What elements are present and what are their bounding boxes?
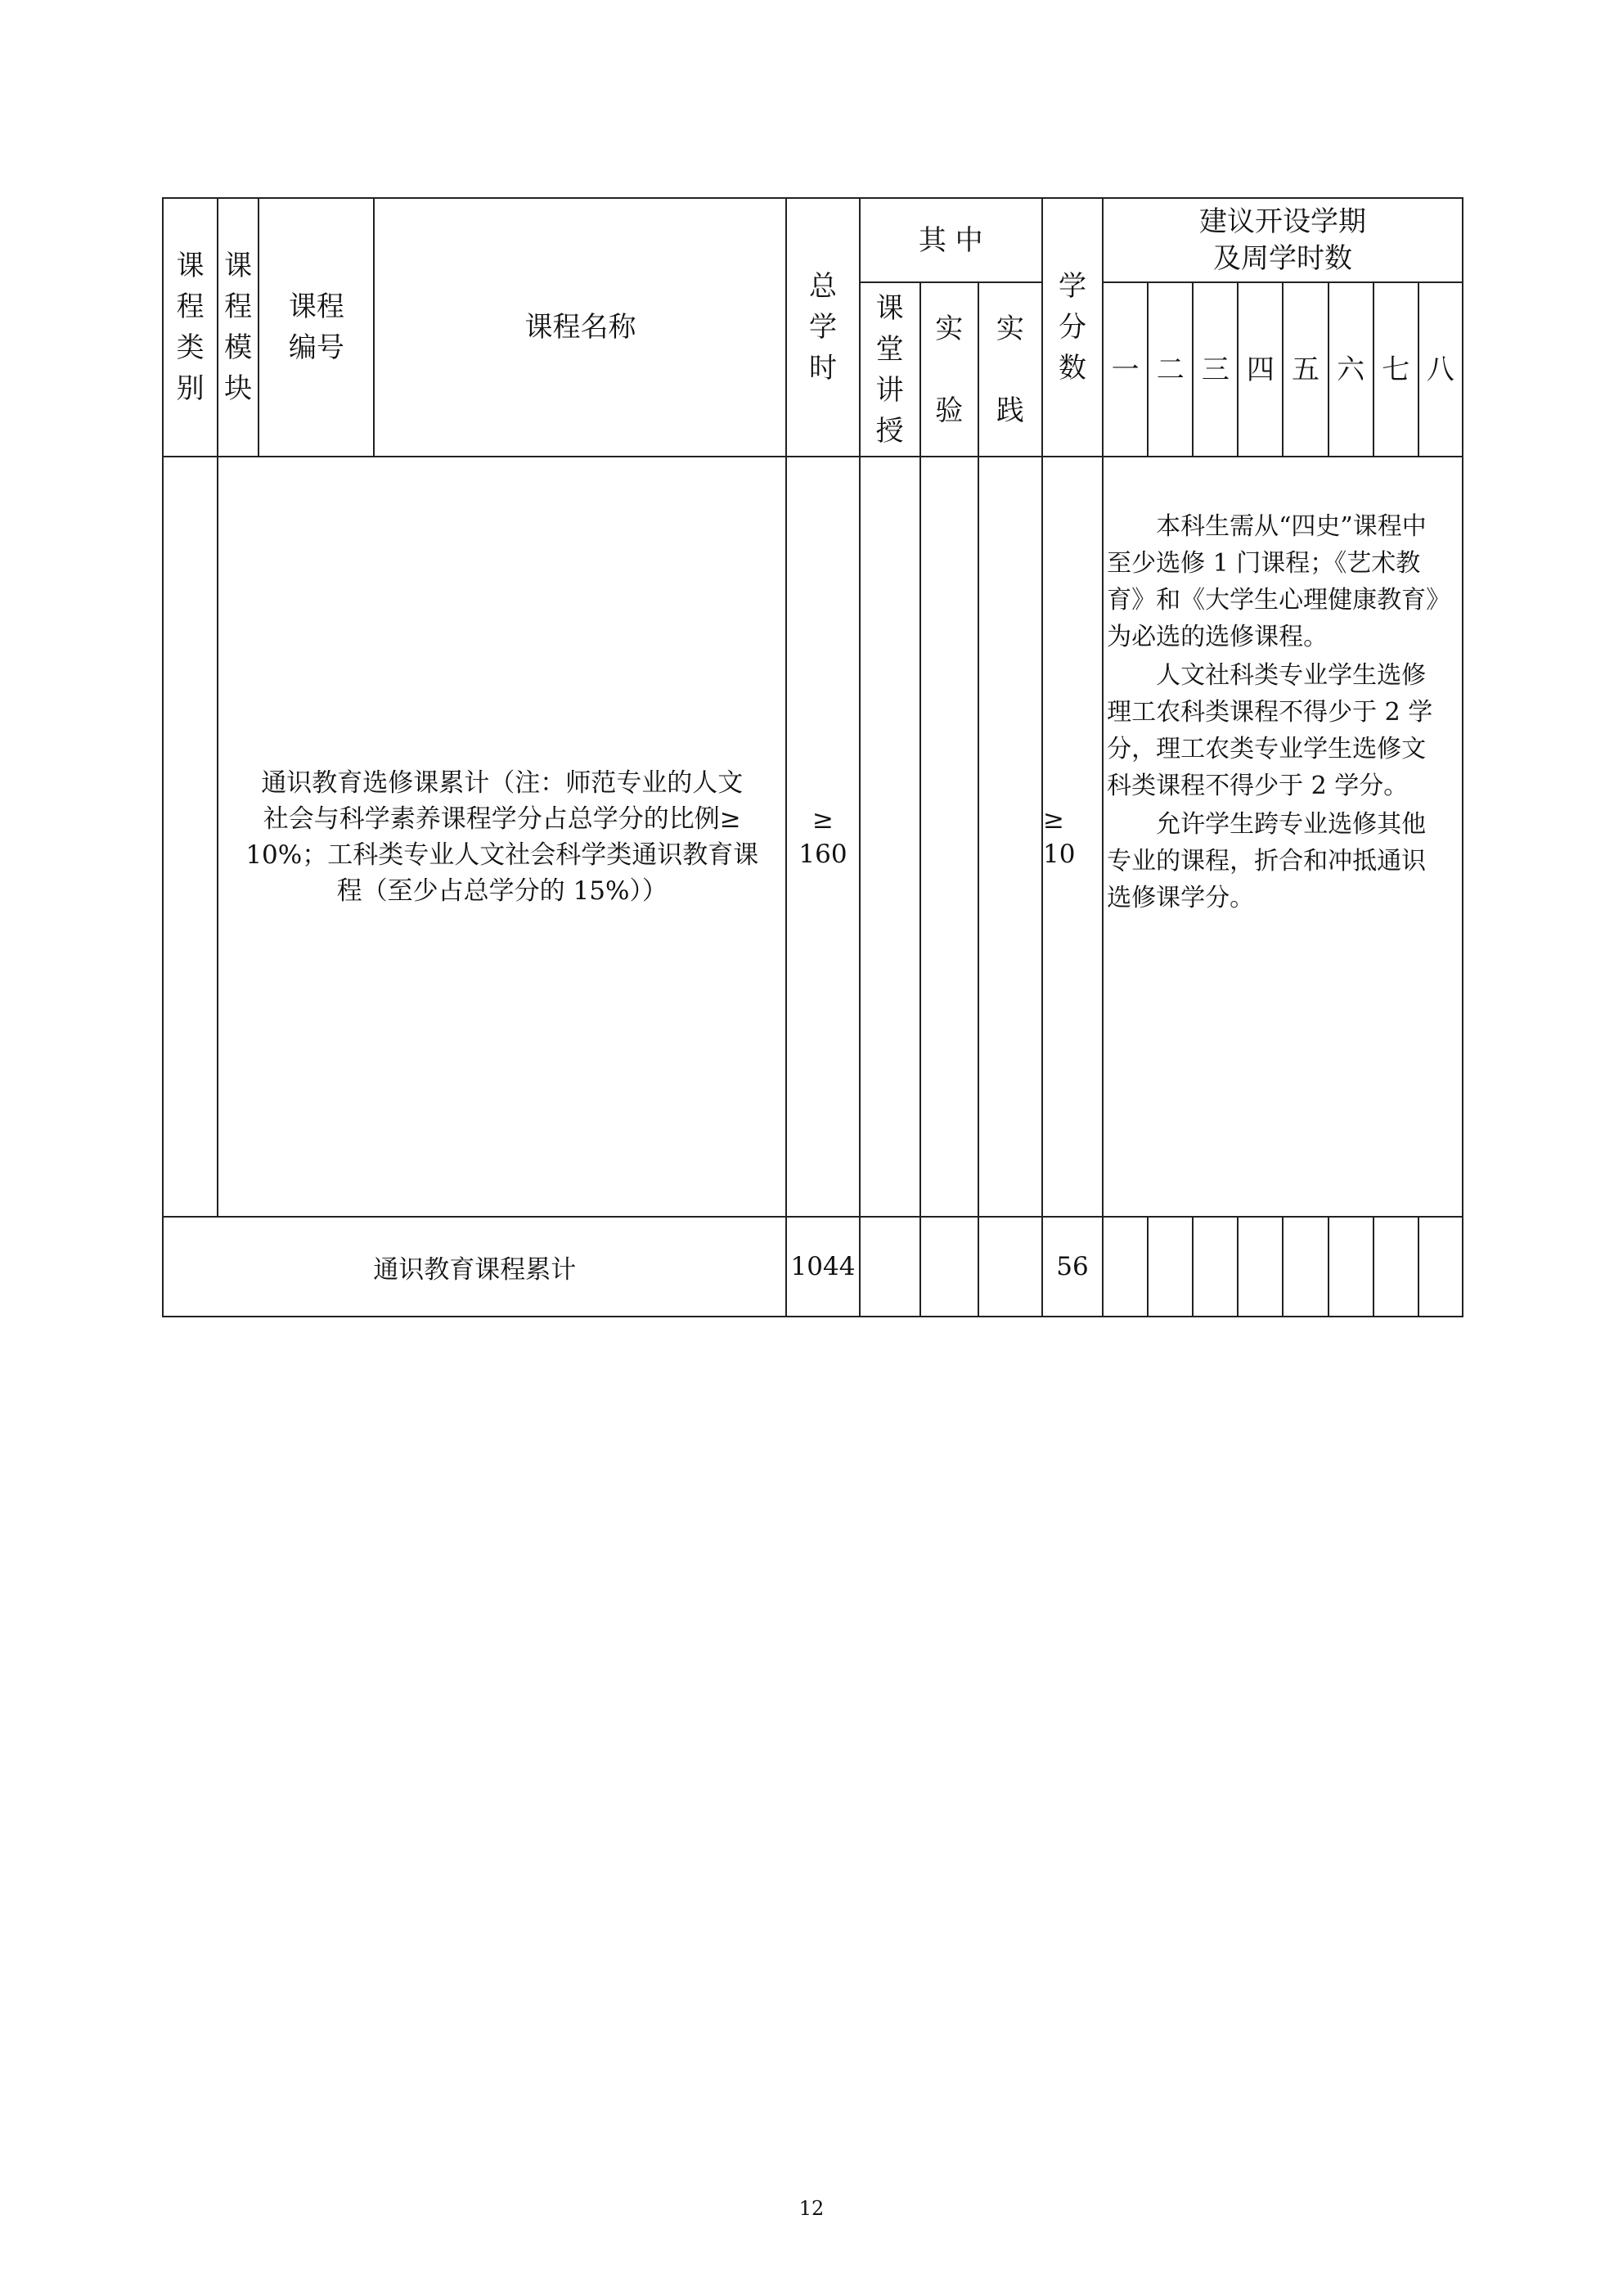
header-course-name: 课程名称 (374, 198, 786, 457)
header-semester-3: 三 (1193, 282, 1238, 457)
category-cell (163, 457, 218, 1217)
total-semester-6 (1329, 1217, 1373, 1317)
header-semester-6: 六 (1329, 282, 1373, 457)
total-semester-2 (1148, 1217, 1193, 1317)
header-credits: 学 分 数 (1042, 198, 1103, 457)
header-experiment: 实 验 (920, 282, 978, 457)
elective-credits: ≥ 10 (1042, 457, 1103, 1217)
header-among: 其 中 (860, 198, 1042, 282)
total-semester-8 (1418, 1217, 1463, 1317)
elective-notes (1103, 457, 1463, 1217)
header-semester-5: 五 (1283, 282, 1328, 457)
header-semester-2: 二 (1148, 282, 1193, 457)
header-category: 课 程 类 别 (163, 198, 218, 457)
total-semester-4 (1238, 1217, 1283, 1317)
total-semester-7 (1373, 1217, 1418, 1317)
total-semester-3 (1193, 1217, 1238, 1317)
header-semester-title: 建议开设学期 及周学时数 (1103, 198, 1463, 282)
elective-lecture (860, 457, 920, 1217)
header-module: 课 程 模 块 (218, 198, 259, 457)
note-paragraph: 本科生需从“四史”课程中至少选修 1 门课程；《艺术教育》和《大学生心理健康教育》为必选的选修课程。 (1107, 512, 1439, 651)
total-row-credits: 56 (1042, 1217, 1103, 1317)
elective-experiment (920, 457, 978, 1217)
note-paragraph: 人文社科类专业学生选修理工农科类课程不得少于 2 学分，理工农类专业学生选修文科类课程不得少于 2 学分。 (1107, 661, 1433, 800)
total-practice (978, 1217, 1042, 1317)
total-row-label: 通识教育课程累计 (163, 1217, 786, 1317)
header-semester-8: 八 (1418, 282, 1463, 457)
header-practice: 实 践 (978, 282, 1042, 457)
header-semester-7: 七 (1373, 282, 1418, 457)
header-code: 课程 编号 (259, 198, 374, 457)
page-number: 12 (798, 2197, 825, 2220)
total-row-hours: 1044 (786, 1217, 859, 1317)
elective-summary-name: 通识教育选修课累计（注：师范专业的人文 社会与科学素养课程学分占总学分的比例≥ 10%；工科类专业人文社会科学类通识教育课 程（至少占总学分的 15%）） (218, 457, 786, 1217)
total-semester-5 (1283, 1217, 1328, 1317)
total-lecture (860, 1217, 920, 1317)
header-semester-1: 一 (1103, 282, 1148, 457)
total-semester-1 (1103, 1217, 1148, 1317)
header-semester-4: 四 (1238, 282, 1283, 457)
elective-total-hours: ≥ 160 (786, 457, 859, 1217)
note-paragraph: 允许学生跨专业选修其他专业的课程，折合和冲抵通识选修课学分。 (1107, 810, 1427, 912)
header-total-hours: 总 学 时 (786, 198, 859, 457)
header-lecture: 课 堂 讲 授 (860, 282, 920, 457)
total-experiment (920, 1217, 978, 1317)
course-plan-table (162, 197, 1463, 1317)
elective-practice (978, 457, 1042, 1217)
